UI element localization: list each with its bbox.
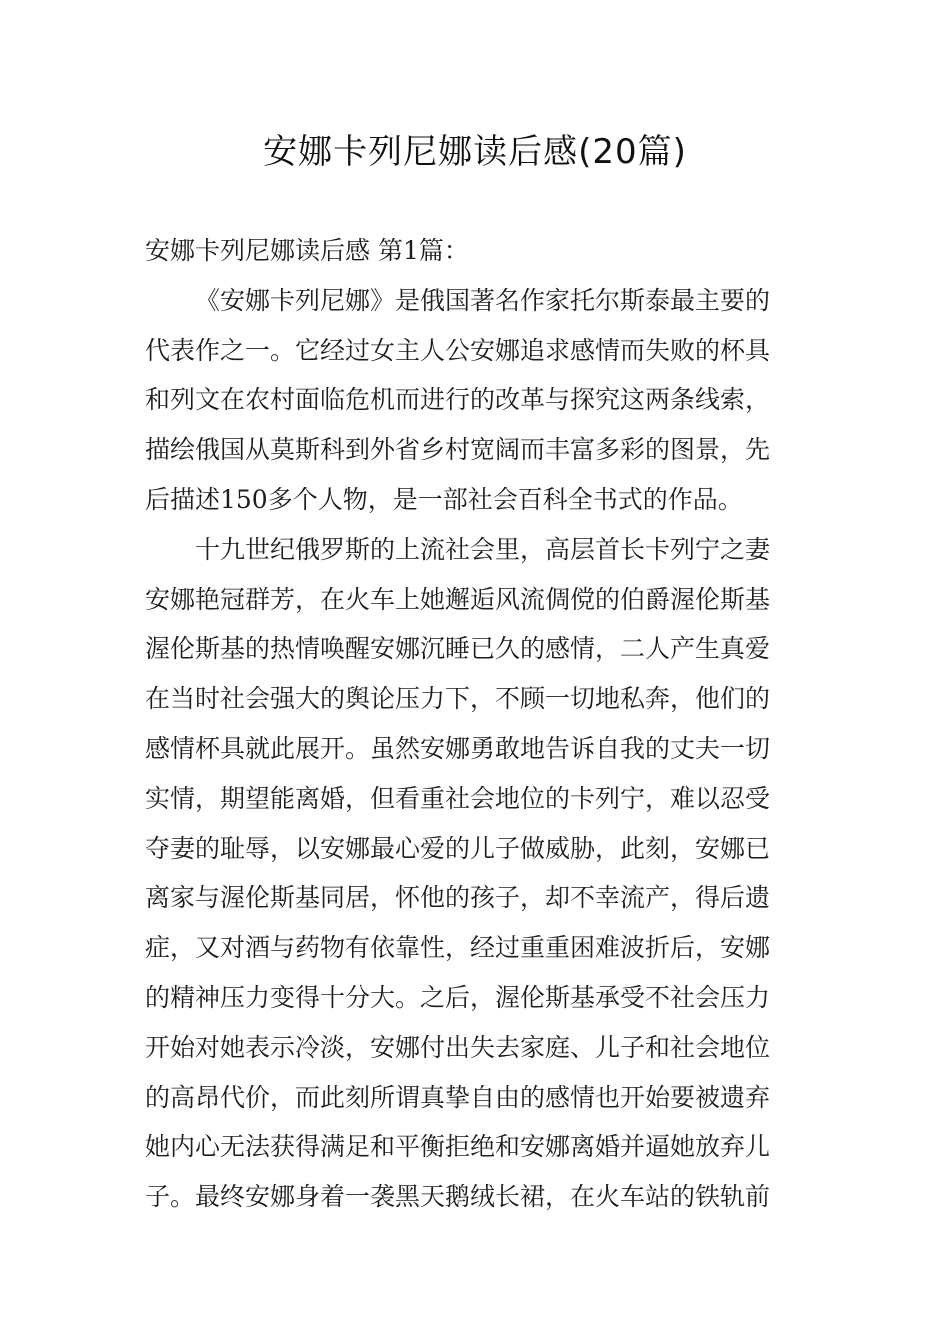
text-line: 的精神压力变得十分大。之后，渥伦斯基承受不社会压力 — [145, 982, 771, 1012]
text-line: 安娜艳冠群芳，在火车上她邂逅风流倜傥的伯爵渥伦斯基 — [145, 584, 771, 614]
text-line: 她内心无法获得满足和平衡拒绝和安娜离婚并逼她放弃儿 — [145, 1132, 771, 1162]
text-line: 代表作之一。它经过女主人公安娜追求感情而失败的杯具 — [145, 335, 771, 365]
document-body — [145, 226, 813, 1222]
section-heading: 安娜卡列尼娜读后感 第1篇： — [145, 236, 469, 265]
text-line: 开始对她表示冷淡，安娜付出失去家庭、儿子和社会地位 — [145, 1032, 771, 1062]
text-line: 子。最终安娜身着一袭黑天鹅绒长裙，在火车站的铁轨前 — [145, 1182, 771, 1212]
text-line: 离家与渥伦斯基同居，怀他的孩子，却不幸流产，得后遗 — [145, 883, 771, 913]
text-line: 实情，期望能离婚，但看重社会地位的卡列宁，难以忍受 — [145, 783, 771, 813]
text-line: 《安娜卡列尼娜》是俄国著名作家托尔斯泰最主要的 — [195, 285, 771, 315]
text-line: 症，又对酒与药物有依靠性，经过重重困难波折后，安娜 — [145, 933, 771, 963]
text-line: 感情杯具就此展开。虽然安娜勇敢地告诉自我的丈夫一切 — [145, 733, 771, 763]
text-line: 夺妻的耻辱，以安娜最心爱的儿子做威胁，此刻，安娜已 — [145, 833, 771, 863]
text-line: 描绘俄国从莫斯科到外省乡村宽阔而丰富多彩的图景，先 — [145, 435, 771, 465]
text-line: 渥伦斯基的热情唤醒安娜沉睡已久的感情，二人产生真爱 — [145, 634, 771, 664]
text-line: 和列文在农村面临危机而进行的改革与探究这两条线索， — [145, 385, 771, 415]
text-line: 十九世纪俄罗斯的上流社会里，高层首长卡列宁之妻 — [195, 534, 771, 564]
text-line: 的高昂代价，而此刻所谓真挚自由的感情也开始要被遗弃 — [145, 1082, 771, 1112]
text-line: 在当时社会强大的舆论压力下，不顾一切地私奔，他们的 — [145, 684, 771, 714]
document-title: 安娜卡列尼娜读后感(20篇) — [263, 132, 687, 172]
paragraph-intro — [145, 276, 813, 525]
paragraph-plot — [145, 525, 813, 1222]
text-line: 后描述150多个人物，是一部社会百科全书式的作品。 — [145, 484, 743, 514]
